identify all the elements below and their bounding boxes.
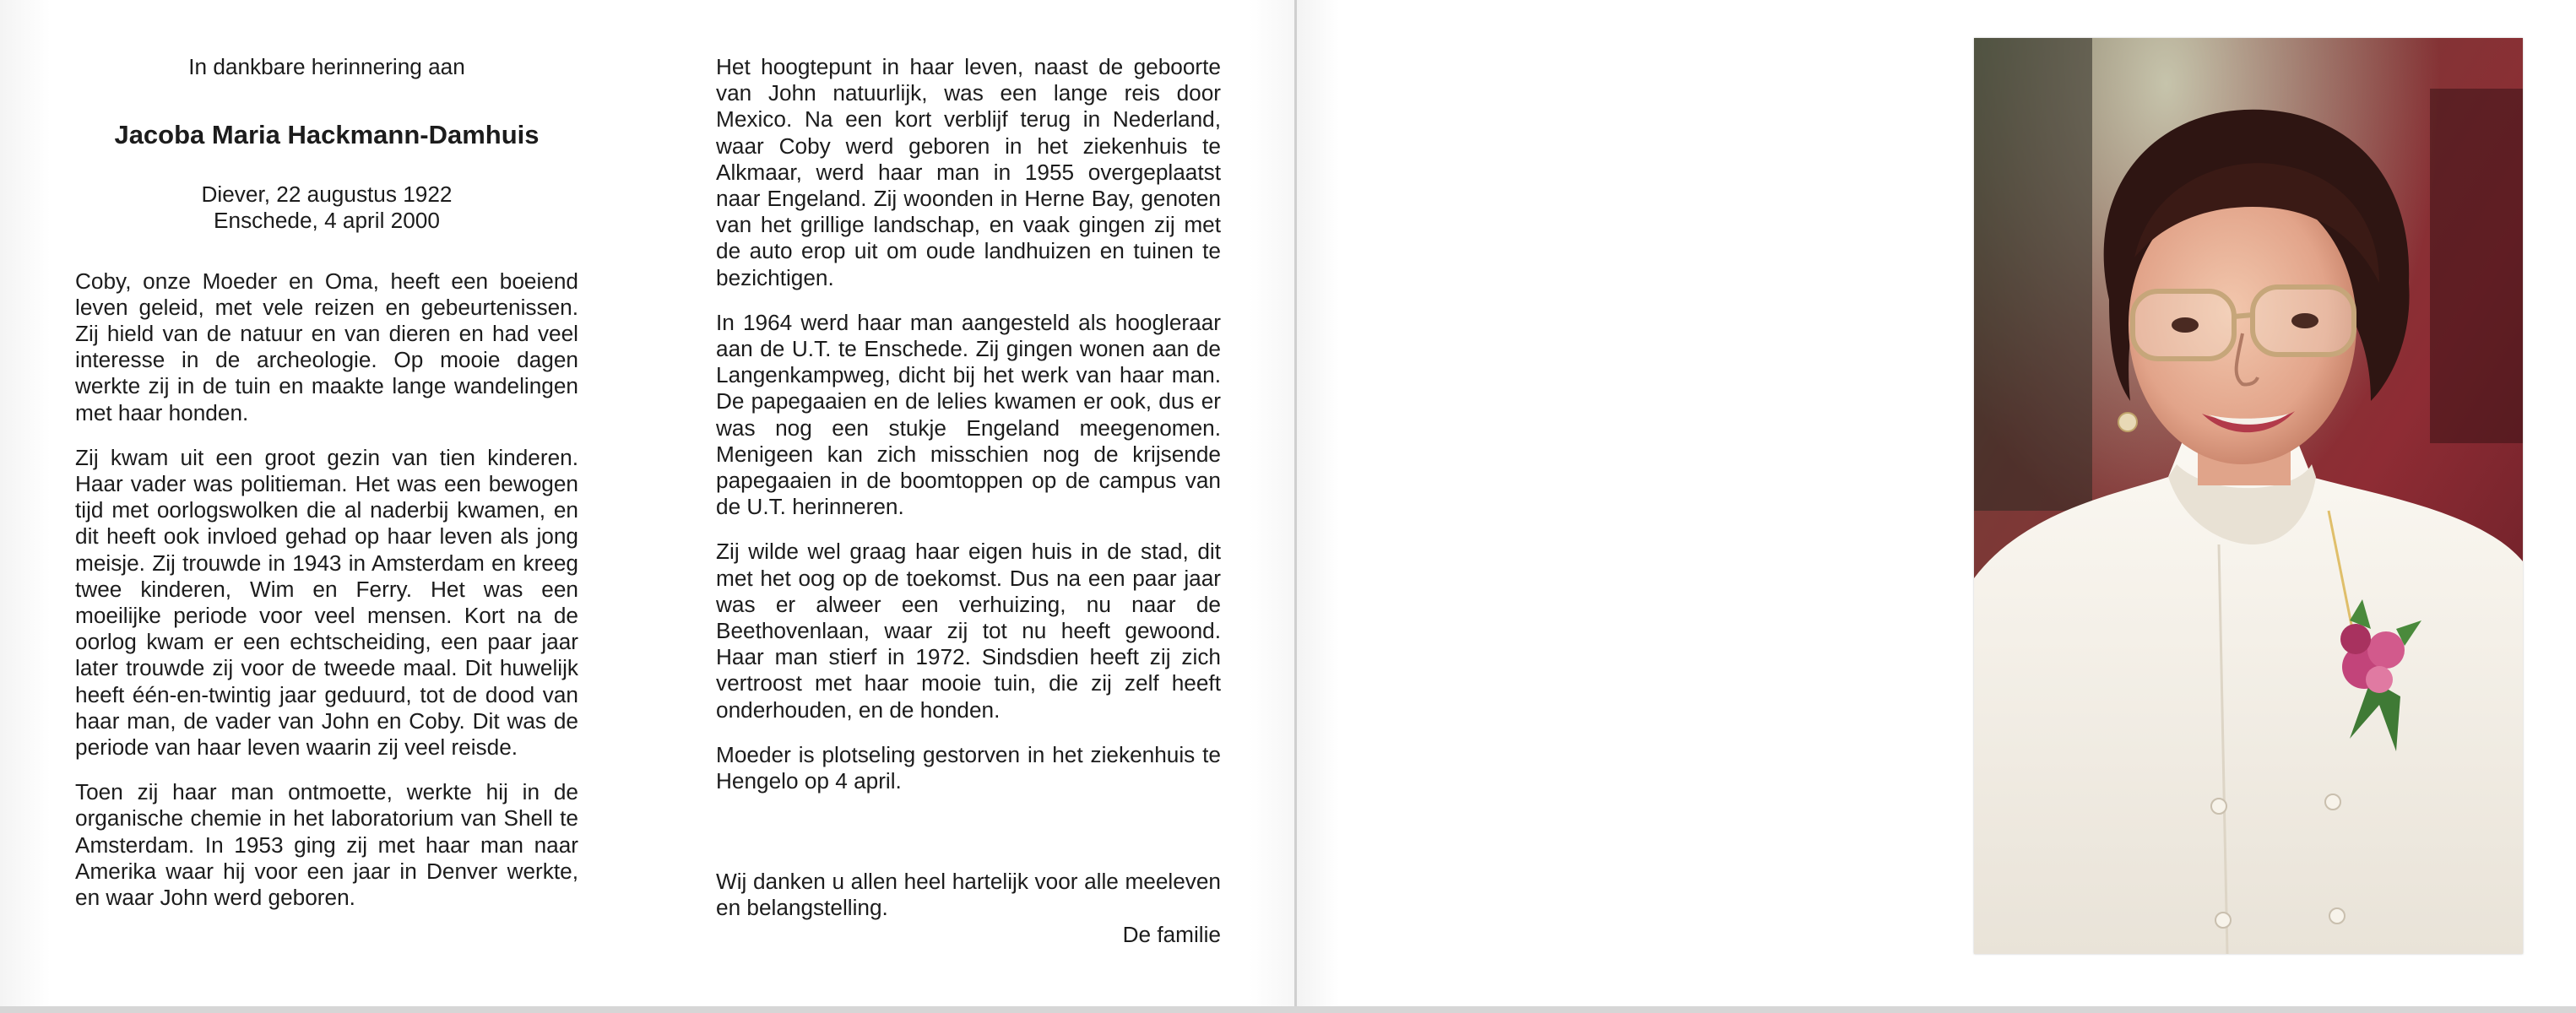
signature: De familie xyxy=(1122,921,1221,947)
dedication-line: In dankbare herinnering aan xyxy=(188,54,465,79)
text-column-middle xyxy=(716,54,1221,948)
glasses-bridge xyxy=(2234,315,2253,317)
blouse-button xyxy=(2211,799,2226,814)
blouse-button xyxy=(2329,908,2345,924)
scan-bottom-edge xyxy=(0,1006,2576,1013)
paragraph: Het hoogtepunt in haar leven, naast de geboorte van John natuurlijk, was een lange reis door Mexico. Na een kort verblijf terug in Nederland, waar Coby werd geboren in het ziekenhuis te Alkmaar, werd haar man in 1955 overgeplaatst naar Engeland. Zij woonden in Herne Bay, genoten van het grillige landschap, en vaak gingen zij met de auto erop uit om oude landhuizen en tuinen te bezichtigen. xyxy=(716,54,1221,290)
text-column-left xyxy=(75,54,578,929)
earring xyxy=(2118,413,2137,431)
eye-right xyxy=(2291,313,2318,328)
eye-left xyxy=(2172,317,2199,333)
paragraph: In 1964 werd haar man aangesteld als hoogleraar aan de U.T. te Enschede. Zij gingen wonen aan de Langenkampweg, dicht bij het werk van haar man. De papegaaien en de lelies kwamen er ook, dus er was nog een stukje Engeland meegenomen. Menigeen kan zich misschien nog de krijsende papegaaien in de boomtoppen op de campus van de U.T. herinneren. xyxy=(716,309,1221,520)
paragraph: Toen zij haar man ontmoette, werkte hij in de organische chemie in het laboratorium van Shell te Amsterdam. In 1953 ging zij met haar man naar Amerika waar hij voor een jaar in Denver werkte, en waar John werd geboren. xyxy=(75,779,578,911)
paragraph: Moeder is plotseling gestorven in het ziekenhuis te Hengelo op 4 april. xyxy=(716,741,1221,794)
background-dark-right xyxy=(2430,89,2523,443)
blouse-button xyxy=(2325,794,2340,810)
birth-place-date: Diever, 22 augustus 1922 xyxy=(201,181,453,208)
portrait-illustration xyxy=(1974,38,2523,954)
death-place-date: Enschede, 4 april 2000 xyxy=(214,208,440,234)
paragraph: Zij wilde wel graag haar eigen huis in de stad, dit met het oog op de toekomst. Dus na een paar jaar was er alweer een verhuizing, nu naar de Beethovenlaan, waar zij tot nu heeft gewoond. Haar man stierf in 1972. Sindsdien heeft zij zich vertroost met haar mooie tuin, die zij zelf heeft onderhouden, en de honden. xyxy=(716,539,1221,723)
paragraph: Coby, onze Moeder en Oma, heeft een boeiend leven geleid, met vele reizen en gebeurtenissen. Zij hield van de natuur en van dieren en had veel interesse in de archeologie. Op mooie dagen werkte zij in de tuin en maakte lange wandelingen met haar honden. xyxy=(75,268,578,425)
portrait-photo xyxy=(1974,38,2523,954)
blouse-button xyxy=(2215,913,2231,928)
paragraph: Zij kwam uit een groot gezin van tien kinderen. Haar vader was politieman. Het was een bewogen tijd met oorlogswolken die al naderbij kwamen, en dit heeft ook invloed gehad op haar leven als jong meisje. Zij trouwde in 1943 in Amsterdam en kreeg twee kinderen, Wim en Ferry. Het was een moeilijke periode voor veel mensen. Kort na de oorlog kwam er een echtscheiding, een paar jaar later trouwde zij voor de tweede maal. Dit huwelijk heeft één-en-twintig jaar geduurd, tot de dood van haar man, de vader van John en Coby. Dit was de periode van haar leven waarin zij veel reisde. xyxy=(75,444,578,761)
thanks-note: Wij danken u allen heel hartelijk voor alle meeleven en belangstelling. xyxy=(716,869,1221,921)
life-dates xyxy=(75,181,578,234)
background-shadow xyxy=(1974,38,2092,511)
deceased-name: Jacoba Maria Hackmann-Damhuis xyxy=(114,120,540,150)
